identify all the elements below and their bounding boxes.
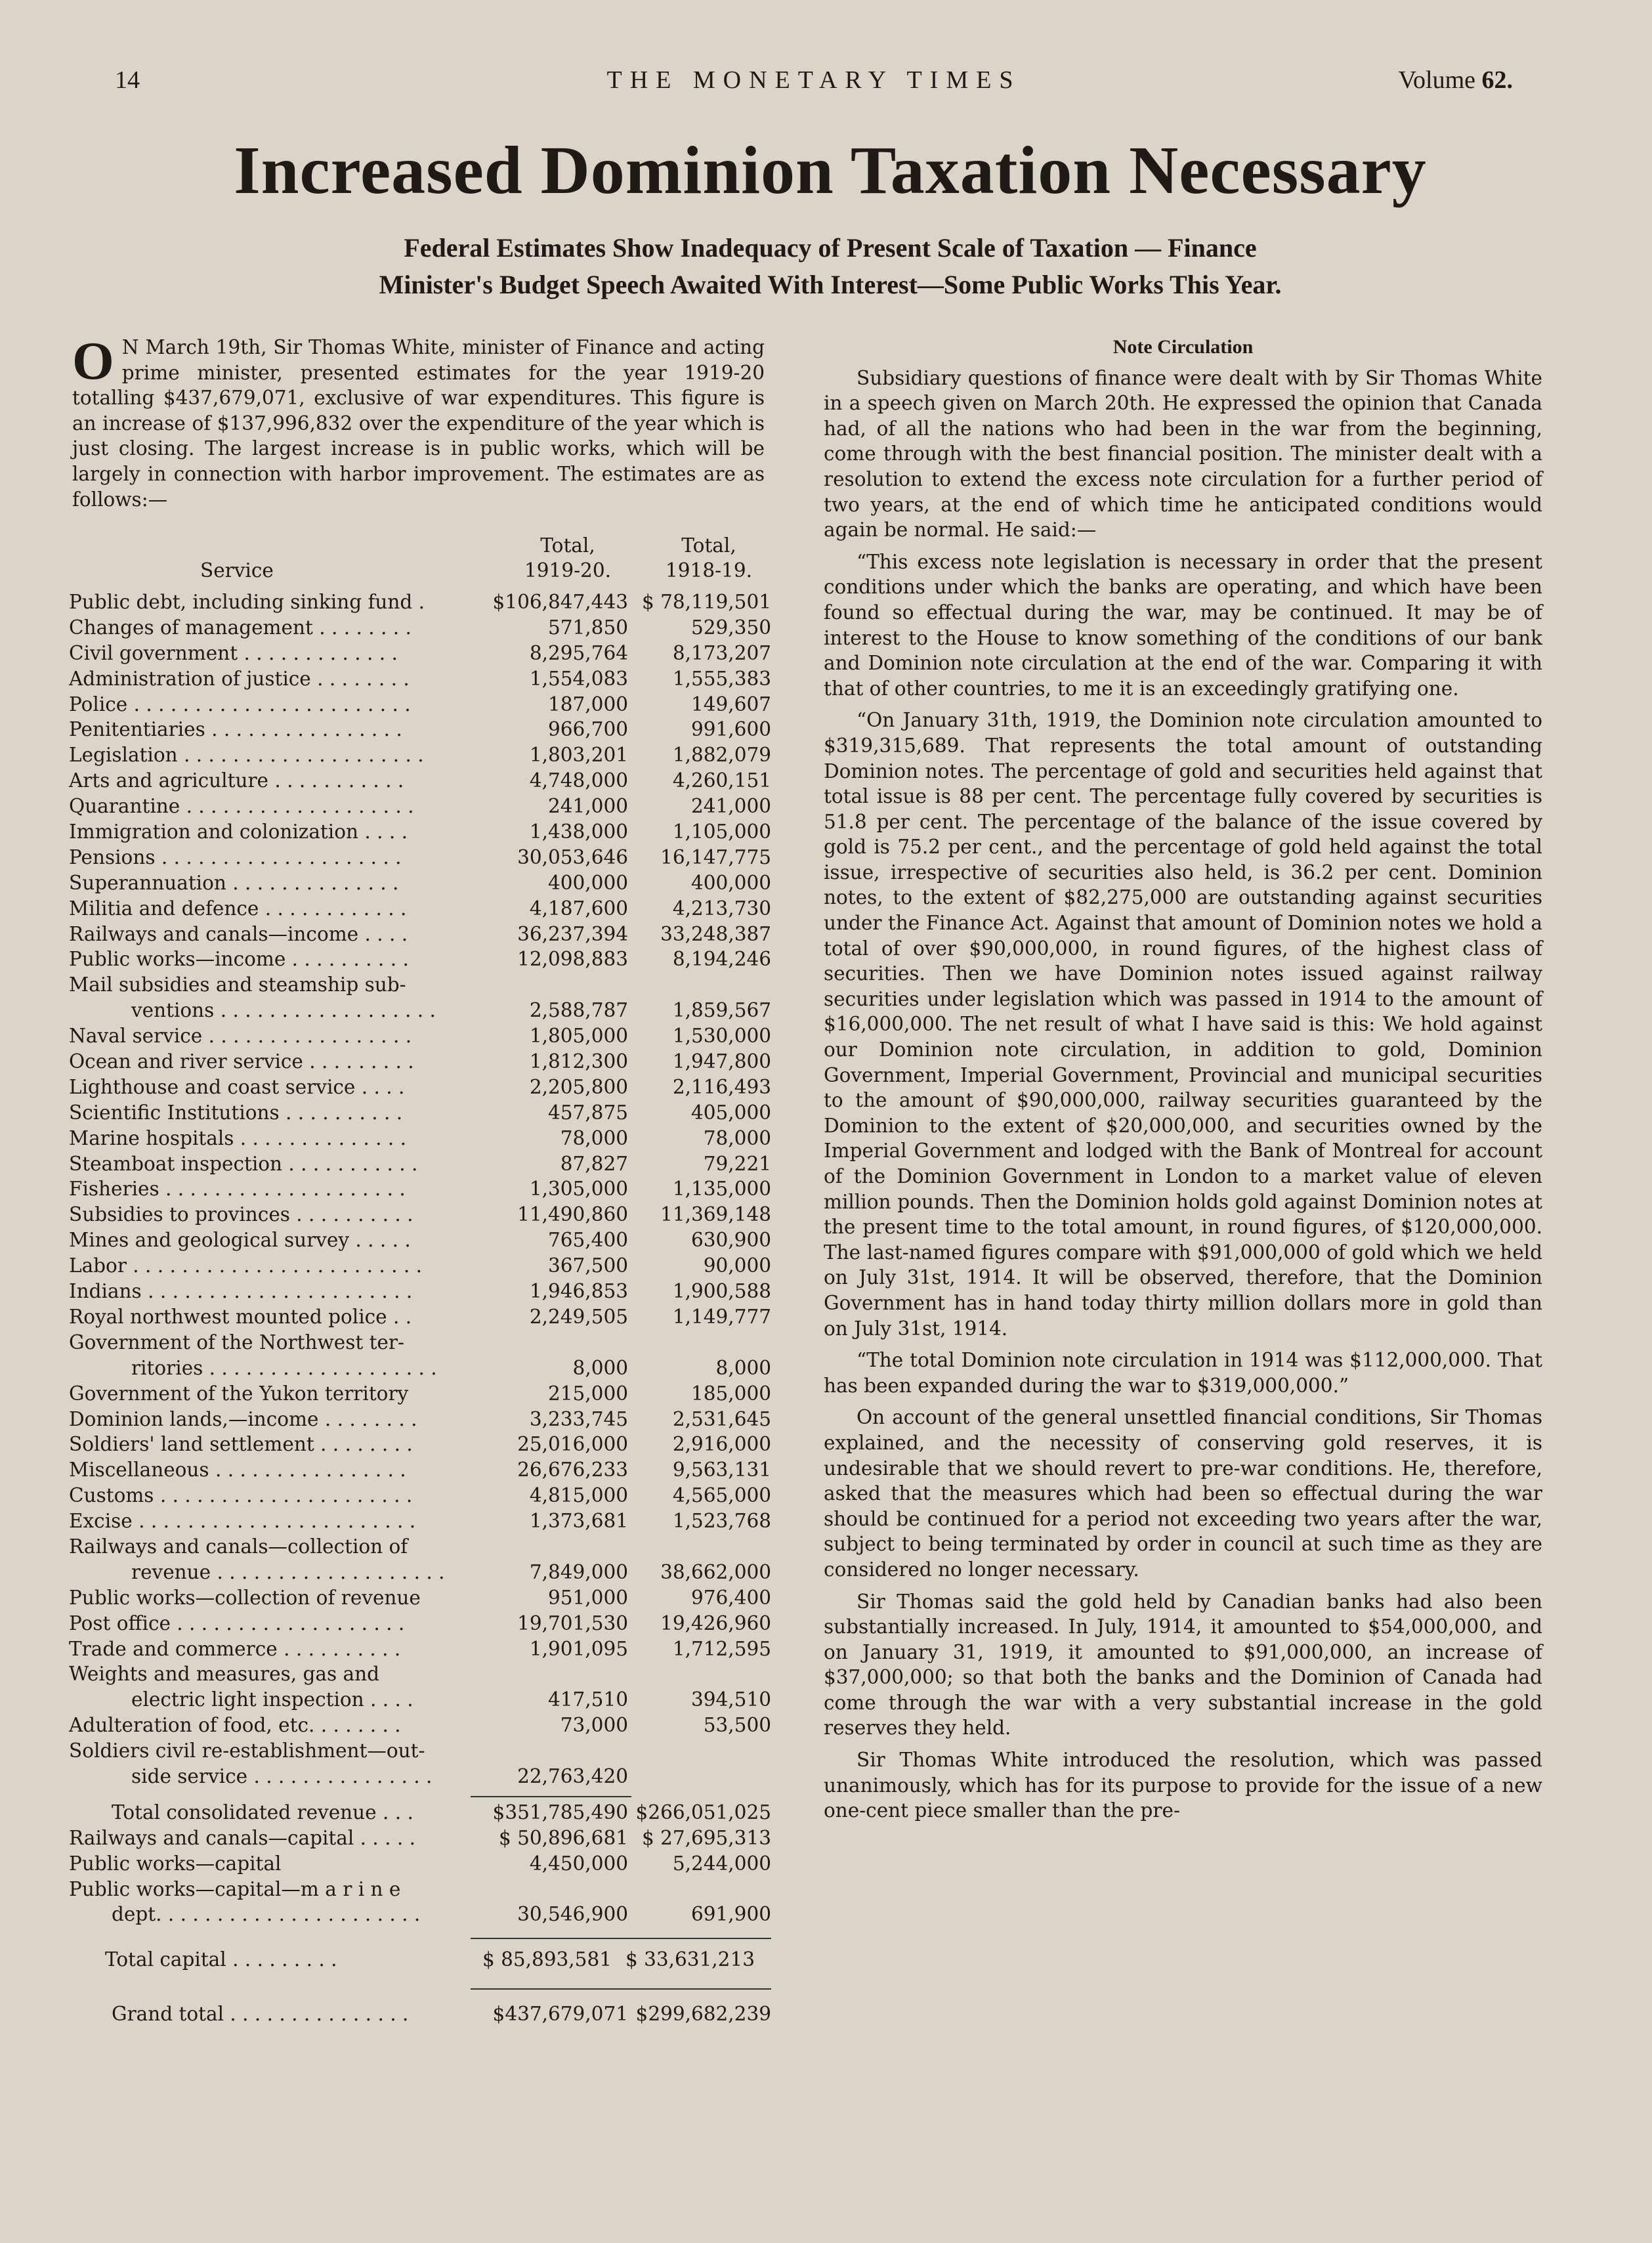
row-value-1919: 87,827 <box>560 1152 628 1175</box>
row-label: ventions . . . . . . . . . . . . . . . . . . <box>131 999 436 1022</box>
row-value-1918: 9,563,131 <box>672 1459 771 1482</box>
col-1918-line2: 1918-19. <box>666 559 752 582</box>
row-value-1919: 78,000 <box>560 1126 628 1149</box>
row-value-1918: 38,662,000 <box>660 1560 771 1583</box>
row-value-1918: 1,105,000 <box>672 821 771 844</box>
row-value-1919: 1,946,853 <box>529 1280 628 1303</box>
row-label: Miscellaneous . . . . . . . . . . . . . . . . <box>69 1459 406 1482</box>
grand-total-1919: $437,679,071 <box>492 2003 628 2026</box>
row-value-1918: 2,916,000 <box>672 1433 771 1456</box>
row-label: Customs . . . . . . . . . . . . . . . . . . . . . <box>69 1484 413 1507</box>
rule-block-2 <box>69 1929 771 1948</box>
table-row <box>69 1101 771 1127</box>
drop-cap: O <box>72 331 114 391</box>
table-row <box>69 1127 771 1153</box>
grand-total-row <box>69 2003 771 2028</box>
volume-number: 62. <box>1481 66 1513 94</box>
row-value-1918: 1,859,567 <box>672 999 771 1022</box>
row-value-1918: 394,510 <box>691 1688 771 1711</box>
intro-paragraph <box>72 331 765 512</box>
row-label: ritories . . . . . . . . . . . . . . . . . . . <box>131 1356 437 1379</box>
table-row <box>69 668 771 693</box>
table-row <box>69 1765 771 1791</box>
row-label: Mines and geological survey . . . . . <box>69 1229 411 1252</box>
col-1919-line1: Total, <box>540 534 595 557</box>
row-label: Public debt, including sinking fund . <box>69 591 425 613</box>
row-value-1919: 3,233,745 <box>529 1407 628 1430</box>
row-value-1918: 1,900,588 <box>672 1280 771 1303</box>
table-row <box>69 1433 771 1459</box>
row-label: Trade and commerce . . . . . . . . . . <box>69 1637 401 1660</box>
row-label: Militia and defence . . . . . . . . . . . . <box>69 897 407 920</box>
row-value-1918: 149,607 <box>691 693 771 716</box>
row-value-1919: 367,500 <box>548 1254 628 1277</box>
row-label: Post office . . . . . . . . . . . . . . . . . . . <box>69 1612 405 1634</box>
grand-total-label: Grand total . . . . . . . . . . . . . . . <box>112 2003 409 2026</box>
rule-block-1 <box>69 1791 771 1801</box>
table-body <box>69 591 771 1791</box>
col-service-header: Service <box>200 559 274 582</box>
capital-rule-1 <box>471 1938 631 1939</box>
row-value-1919: 30,546,900 <box>517 1903 628 1926</box>
table-row <box>69 1663 771 1688</box>
row-value-1919: 1,438,000 <box>529 821 628 844</box>
grand-rule-2 <box>610 1988 771 1990</box>
table-row <box>69 1203 771 1229</box>
row-value-1918: 1,523,768 <box>672 1510 771 1533</box>
table-row <box>69 923 771 949</box>
row-label: Weights and measures, gas and <box>69 1663 379 1686</box>
col-1918-line1: Total, <box>681 534 736 557</box>
note-circulation-column <box>824 335 1542 1830</box>
row-label: Public works—capital <box>69 1852 282 1875</box>
table-row <box>69 744 771 769</box>
col-1918-header <box>653 533 765 583</box>
row-value-1919: 30,053,646 <box>517 845 628 868</box>
row-value-1919: 22,763,420 <box>517 1764 628 1787</box>
volume-word: Volume <box>1398 66 1475 94</box>
row-label: revenue . . . . . . . . . . . . . . . . . . . <box>131 1560 445 1583</box>
table-row <box>69 1229 771 1254</box>
row-value-1919: 25,016,000 <box>517 1433 628 1456</box>
table-row <box>69 1561 771 1587</box>
subtotal-rule-1 <box>471 1796 631 1797</box>
table-row <box>69 1459 771 1484</box>
row-value-1918: 630,900 <box>691 1229 771 1252</box>
volume-label <box>1398 66 1513 95</box>
row-label: Mail subsidies and steamship sub- <box>69 973 406 996</box>
article-subtitle <box>197 230 1464 303</box>
row-value-1918: 405,000 <box>691 1101 771 1124</box>
row-value-1918: 4,213,730 <box>672 897 771 920</box>
table-row <box>69 1382 771 1408</box>
table-row <box>69 846 771 872</box>
row-value-1919: 187,000 <box>548 693 628 716</box>
table-row <box>69 897 771 923</box>
row-value-1918: 241,000 <box>691 795 771 818</box>
table-row <box>69 1408 771 1434</box>
col-1919-line2: 1919-20. <box>524 559 611 582</box>
row-value-1918: 1,135,000 <box>672 1178 771 1201</box>
row-value-1918: 8,173,207 <box>672 641 771 664</box>
masthead: THE MONETARY TIMES <box>606 66 1021 94</box>
row-value-1919: 2,205,800 <box>529 1075 628 1098</box>
row-value-1919: 7,849,000 <box>529 1560 628 1583</box>
paragraph: Sir Thomas White introduced the resolution, which was passed unanimously, which has for its purpose to provide for the issue of a new one-cent piece smaller than the pre- <box>824 1749 1542 1822</box>
row-label: Steamboat inspection . . . . . . . . . . . <box>69 1152 418 1175</box>
table-row <box>69 1510 771 1535</box>
table-row <box>69 1076 771 1101</box>
totals-row <box>69 1852 771 1878</box>
table-row <box>69 821 771 846</box>
table-row <box>69 1178 771 1203</box>
row-value-1918: 8,000 <box>715 1356 771 1379</box>
table-row <box>69 1587 771 1612</box>
table-row <box>69 1535 771 1561</box>
row-label: Railways and canals—capital . . . . . <box>69 1826 416 1849</box>
row-value-1918: 991,600 <box>691 718 771 741</box>
row-label: Penitentiaries . . . . . . . . . . . . . . . . <box>69 718 402 741</box>
row-label: Marine hospitals . . . . . . . . . . . . . . <box>69 1126 406 1149</box>
row-value-1919: 1,901,095 <box>529 1637 628 1660</box>
row-value-1918: 691,900 <box>691 1903 771 1926</box>
row-label: Soldiers civil re-establishment—out- <box>69 1740 425 1762</box>
row-value-1919: 241,000 <box>548 795 628 818</box>
row-value-1919: 4,450,000 <box>529 1852 628 1875</box>
capital-rule-2 <box>610 1938 771 1939</box>
table-row <box>69 1025 771 1050</box>
table-row <box>69 1306 771 1331</box>
row-value-1918: $266,051,025 <box>635 1801 771 1824</box>
row-value-1918: 1,555,383 <box>672 667 771 690</box>
table-row <box>69 616 771 642</box>
total-capital-1918: $ 33,631,213 <box>625 1948 755 1971</box>
row-value-1918: 78,000 <box>703 1126 771 1149</box>
page-number: 14 <box>115 66 140 94</box>
row-value-1919: 1,805,000 <box>529 1025 628 1048</box>
row-label: Immigration and colonization . . . . <box>69 821 408 844</box>
running-header <box>115 66 1513 105</box>
row-label: Indians . . . . . . . . . . . . . . . . . . . . . . <box>69 1280 413 1303</box>
paragraph: On account of the general unsettled financial conditions, Sir Thomas explained, and the necessity of conserving gold reserves, it is undesirable that we should revert to pre-war conditions. He, therefore, asked that the measures which had been so effectual during the war should be continued for a period not exceeding two years after the war, subject to being terminated by order in council at such time as they are considered no longer necessary. <box>824 1406 1542 1581</box>
row-label: Scientific Institutions . . . . . . . . . . <box>69 1101 403 1124</box>
row-label: Civil government . . . . . . . . . . . . . <box>69 641 398 664</box>
row-value-1918: 2,116,493 <box>672 1075 771 1098</box>
row-value-1919: 4,187,600 <box>529 897 628 920</box>
paragraph: Subsidiary questions of finance were dealt with by Sir Thomas White in a speech given on March 20th. He expressed the opinion that Canada had, of all the nations who had been in the war from the beginning, come through with the best financial position. The minister dealt with a resolution to extend the excess note circulation for a further period of two years, at the end of which time he anticipated conditions would again be normal. He said:— <box>824 366 1542 542</box>
row-value-1918: $ 78,119,501 <box>641 591 771 613</box>
row-value-1918: 19,426,960 <box>660 1612 771 1634</box>
paragraph: “The total Dominion note circulation in 1914 was $112,000,000. That has been expanded during the war to $319,000,000.” <box>824 1349 1542 1397</box>
table-row <box>69 1484 771 1510</box>
row-label: electric light inspection . . . . <box>131 1688 413 1711</box>
table-header <box>69 532 771 591</box>
intro-text: N March 19th, Sir Thomas White, minister of Finance and acting prime minister, presented estimates for the year 1919-20 totalling $437,679,071, exclusive of war expenditures. This figure is an increase of $137,996,832 over the expenditure of the year which is just closing. The largest increase is in public works, which will be largely in connection with harbor improvement. The estimates are as follows:— <box>72 336 765 511</box>
row-value-1918: 1,882,079 <box>672 744 771 767</box>
row-label: Public works—income . . . . . . . . . . <box>69 948 409 971</box>
total-capital-row <box>85 1948 771 1974</box>
estimates-table <box>69 532 771 2028</box>
row-label: dept. . . . . . . . . . . . . . . . . . . . . . <box>112 1903 421 1926</box>
row-value-1918: 1,712,595 <box>672 1637 771 1660</box>
row-value-1918: 79,221 <box>703 1152 771 1175</box>
row-value-1918: 976,400 <box>691 1586 771 1609</box>
row-label: Adulteration of food, etc. . . . . . . . <box>69 1714 401 1737</box>
row-value-1919: 966,700 <box>548 718 628 741</box>
row-label: Labor . . . . . . . . . . . . . . . . . . . . . . . . <box>69 1254 423 1277</box>
row-value-1918: 11,369,148 <box>660 1203 771 1226</box>
row-value-1919: 19,701,530 <box>517 1612 628 1634</box>
total-capital-1919: $ 85,893,581 <box>482 1948 612 1971</box>
paragraph: “This excess note legislation is necessary in order that the present conditions under which the banks are operating, and which have been found so effectual during the war, may be continued. It may be of interest to the House to know something of the conditions of our bank and Dominion note circulation at the end of the war. Comparing it with that of other countries, to me it is an exceedingly gratifying one. <box>824 550 1542 700</box>
table-row <box>69 1280 771 1306</box>
row-value-1919: 400,000 <box>548 871 628 894</box>
table-row <box>69 973 771 999</box>
row-value-1918: 2,531,645 <box>672 1407 771 1430</box>
row-value-1919: 8,000 <box>572 1356 628 1379</box>
row-value-1918: 33,248,387 <box>660 922 771 945</box>
row-label: Public works—collection of revenue <box>69 1586 421 1609</box>
totals-row <box>69 1878 771 1904</box>
row-label: Soldiers' land settlement . . . . . . . . <box>69 1433 413 1456</box>
total-capital-label: Total capital . . . . . . . . . <box>105 1948 337 1971</box>
row-value-1919: 36,237,394 <box>517 922 628 945</box>
article-title: Increased Dominion Taxation Necessary <box>234 133 1427 208</box>
table-row <box>69 642 771 668</box>
row-value-1918: 53,500 <box>703 1714 771 1737</box>
table-totals <box>69 1801 771 1929</box>
row-label: Ocean and river service . . . . . . . . . <box>69 1050 414 1073</box>
table-row <box>69 1638 771 1663</box>
row-label: Pensions . . . . . . . . . . . . . . . . . . . . <box>69 845 402 868</box>
table-row <box>69 1740 771 1765</box>
row-label: Administration of justice . . . . . . . . <box>69 667 410 690</box>
row-label: Excise . . . . . . . . . . . . . . . . . . . . . . . <box>69 1510 416 1533</box>
row-value-1918: 4,565,000 <box>672 1484 771 1507</box>
row-value-1918: 16,147,775 <box>660 845 771 868</box>
table-row <box>69 1612 771 1638</box>
table-row <box>69 1331 771 1357</box>
row-value-1919: 2,588,787 <box>529 999 628 1022</box>
totals-row <box>69 1903 771 1929</box>
table-row <box>69 795 771 821</box>
row-label: Government of the Northwest ter- <box>69 1331 404 1354</box>
col-1919-header <box>512 533 624 583</box>
table-row <box>69 769 771 795</box>
row-label: Police . . . . . . . . . . . . . . . . . . . . . . . <box>69 693 411 716</box>
row-label: Legislation . . . . . . . . . . . . . . . . . . . . <box>69 744 424 767</box>
row-value-1919: 4,815,000 <box>529 1484 628 1507</box>
row-label: Naval service . . . . . . . . . . . . . . . . . <box>69 1025 412 1048</box>
table-row <box>69 1254 771 1280</box>
row-label: Superannuation . . . . . . . . . . . . . . <box>69 871 399 894</box>
table-row <box>69 1714 771 1740</box>
row-value-1919: $106,847,443 <box>492 591 628 613</box>
row-label: Railways and canals—collection of <box>69 1535 408 1558</box>
section-body <box>824 366 1542 1824</box>
row-value-1918: $ 27,695,313 <box>641 1826 771 1849</box>
row-value-1918: 400,000 <box>691 871 771 894</box>
row-label: Changes of management . . . . . . . . <box>69 616 412 639</box>
row-value-1918: 529,350 <box>691 616 771 639</box>
row-label: Subsidies to provinces . . . . . . . . . . <box>69 1203 413 1226</box>
row-value-1919: 1,305,000 <box>529 1178 628 1201</box>
table-row <box>69 693 771 719</box>
table-row <box>69 999 771 1025</box>
row-value-1919: $351,785,490 <box>492 1801 628 1824</box>
row-value-1918: 4,260,151 <box>672 769 771 792</box>
row-value-1919: 26,676,233 <box>517 1459 628 1482</box>
row-label: side service . . . . . . . . . . . . . . . <box>131 1764 433 1787</box>
row-label: Fisheries . . . . . . . . . . . . . . . . . . . . <box>69 1178 406 1201</box>
row-label: Quarantine . . . . . . . . . . . . . . . . . . . <box>69 795 414 818</box>
row-value-1919: 765,400 <box>548 1229 628 1252</box>
row-value-1919: 951,000 <box>548 1586 628 1609</box>
table-row <box>69 872 771 897</box>
row-value-1918: 5,244,000 <box>672 1852 771 1875</box>
row-value-1918: 8,194,246 <box>672 948 771 971</box>
row-value-1919: 2,249,505 <box>529 1305 628 1328</box>
paragraph: “On January 31th, 1919, the Dominion note circulation amounted to $319,315,689. That represents the total amount of outstanding Dominion notes. The percentage of gold and securities held against that total issue is 88 per cent. The percentage fully covered by securities is 51.8 per cent. The percentage of the balance of the issue covered by gold is 75.2 per cent., and the percentage of gold held against the total issue, irrespective of securities also held, is 36.2 per cent. Dominion notes, to the extent of $82,275,000 are outstanding against securities under the Finance Act. Against that amount of Dominion notes we hold a total of over $90,000,000, in round figures, of the highest class of securities. Then we have Dominion notes issued against railway securities under legislation which was passed in 1914 to the amount of $16,000,000. The net result of what I have said is this: We hold against our Dominion note circulation, in addition to gold, Dominion Government, Imperial Government, Provincial and municipal securities to the amount of $90,000,000, railway securities guaranteed by the Dominion to the extent of $20,000,000, and securities owned by the Imperial Government and lodged with the Bank of Montreal for account of the Dominion Government in London to a market value of eleven million pounds. Then the Dominion holds gold against Dominion notes at the present time to the total amount, in round figures, of $120,000,000. The last-named figures compare with $91,000,000 of gold which we held on July 31st, 1914. It will be observed, therefore, that the Dominion Government has in hand today thirty million dollars more in gold than on July 31st, 1914. <box>824 709 1542 1340</box>
row-value-1919: 215,000 <box>548 1382 628 1405</box>
row-label: Royal northwest mounted police . . <box>69 1305 412 1328</box>
row-value-1918: 1,947,800 <box>672 1050 771 1073</box>
row-value-1919: 1,373,681 <box>529 1510 628 1533</box>
totals-row <box>69 1827 771 1852</box>
table-row <box>69 1153 771 1178</box>
row-value-1919: 457,875 <box>548 1101 628 1124</box>
paragraph: Sir Thomas said the gold held by Canadian banks had also been substantially increased. In July, 1914, it amounted to $54,000,000, and on January 31, 1919, it amounted to $91,000,000, an increase of $37,000,000; so that both the banks and the Dominion of Canada had come through the war with a very substantial increase in the gold reserves they held. <box>824 1590 1542 1740</box>
table-row <box>69 1688 771 1714</box>
grand-rule-1 <box>471 1988 631 1990</box>
section-heading: Note Circulation <box>1112 336 1254 358</box>
row-value-1918: 185,000 <box>691 1382 771 1405</box>
rule-block-3 <box>69 1974 771 2003</box>
table-row <box>69 1050 771 1076</box>
totals-row <box>69 1801 771 1827</box>
table-row <box>69 718 771 744</box>
row-label: Public works—capital—m a r i n e <box>69 1877 401 1900</box>
row-value-1918: 90,000 <box>703 1254 771 1277</box>
row-label: Total consolidated revenue . . . <box>112 1801 413 1824</box>
grand-total-1918: $299,682,239 <box>635 2003 771 2026</box>
row-value-1919: $ 50,896,681 <box>498 1826 628 1849</box>
row-value-1919: 417,510 <box>548 1688 628 1711</box>
row-value-1918: 1,530,000 <box>672 1025 771 1048</box>
row-value-1919: 571,850 <box>548 616 628 639</box>
row-value-1919: 12,098,883 <box>517 948 628 971</box>
subtitle-line-2: Minister's Budget Speech Awaited With Interest—Some Public Works This Year. <box>379 270 1282 299</box>
row-value-1919: 1,812,300 <box>529 1050 628 1073</box>
row-label: Dominion lands,—income . . . . . . . . <box>69 1407 417 1430</box>
row-value-1919: 4,748,000 <box>529 769 628 792</box>
table-row <box>69 591 771 616</box>
row-value-1919: 8,295,764 <box>529 641 628 664</box>
table-row <box>69 1357 771 1382</box>
table-row <box>69 948 771 973</box>
row-label: Lighthouse and coast service . . . . <box>69 1075 405 1098</box>
row-value-1919: 11,490,860 <box>517 1203 628 1226</box>
row-value-1919: 1,803,201 <box>529 744 628 767</box>
subtitle-line-1: Federal Estimates Show Inadequacy of Present Scale of Taxation — Finance <box>404 233 1257 263</box>
row-label: Government of the Yukon territory <box>69 1382 409 1405</box>
row-value-1918: 1,149,777 <box>672 1305 771 1328</box>
row-label: Arts and agriculture . . . . . . . . . . . <box>69 769 404 792</box>
row-label: Railways and canals—income . . . . <box>69 922 408 945</box>
row-value-1919: 1,554,083 <box>529 667 628 690</box>
row-value-1919: 73,000 <box>560 1714 628 1737</box>
